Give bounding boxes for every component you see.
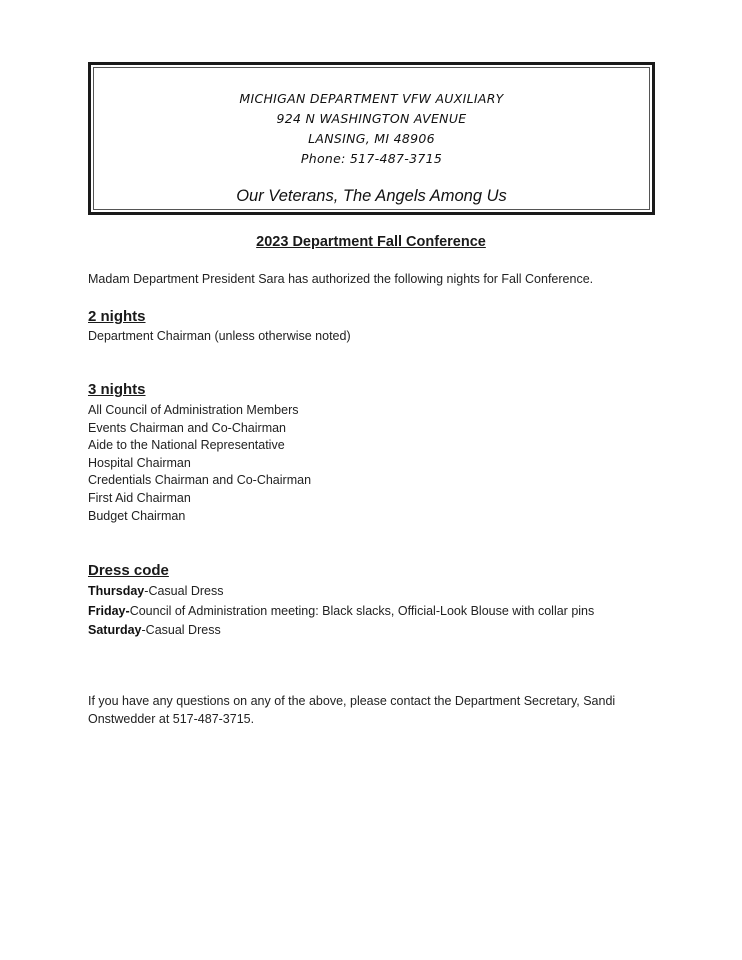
dress-separator: - — [141, 623, 146, 637]
letterhead-box — [88, 62, 655, 215]
list-item: Events Chairman and Co-Chairman — [88, 420, 287, 435]
list-item: First Aid Chairman — [88, 490, 191, 505]
city-state-zip: LANSING, MI 48906 — [308, 131, 435, 146]
two-nights-item: Department Chairman (unless otherwise noted) — [88, 329, 351, 343]
three-nights-list — [88, 402, 311, 525]
list-item: Budget Chairman — [88, 508, 186, 523]
dress-code-list — [88, 582, 594, 641]
three-nights-heading: 3 nights — [88, 381, 146, 398]
dress-code-entry — [88, 582, 594, 602]
phone-number: Phone: 517-487-3715 — [300, 151, 443, 166]
street-address: 924 N WASHINGTON AVENUE — [276, 111, 467, 126]
dress-text: Casual Dress — [148, 584, 224, 598]
dress-code-entry — [88, 602, 594, 622]
list-item: Aide to the National Representative — [88, 438, 285, 453]
list-item: All Council of Administration Members — [88, 403, 299, 417]
dress-day: Thursday — [88, 584, 145, 598]
dress-code-entry — [88, 621, 594, 641]
org-name: MICHIGAN DEPARTMENT VFW AUXILIARY — [239, 91, 504, 106]
dress-day: Friday- — [88, 603, 130, 618]
dress-code-heading: Dress code — [88, 562, 169, 579]
dress-text: Council of Administration meeting: Black slacks, Official-Look Blouse with collar pins — [129, 603, 595, 618]
list-item: Hospital Chairman — [88, 455, 191, 470]
dress-text: Casual Dress — [145, 623, 221, 637]
list-item: Credentials Chairman and Co-Chairman — [88, 473, 312, 488]
tagline: Our Veterans, The Angels Among Us — [236, 187, 507, 205]
page-title: 2023 Department Fall Conference — [256, 234, 486, 250]
two-nights-heading: 2 nights — [88, 308, 146, 325]
dress-day: Saturday — [88, 623, 142, 637]
contact-paragraph: If you have any questions on any of the above, please contact the Department Secretary, Sandi Onstwedder at 517-487-3715. — [88, 694, 616, 726]
intro-paragraph: Madam Department President Sara has authorized the following nights for Fall Conference. — [88, 272, 594, 286]
dress-separator: - — [144, 584, 149, 598]
